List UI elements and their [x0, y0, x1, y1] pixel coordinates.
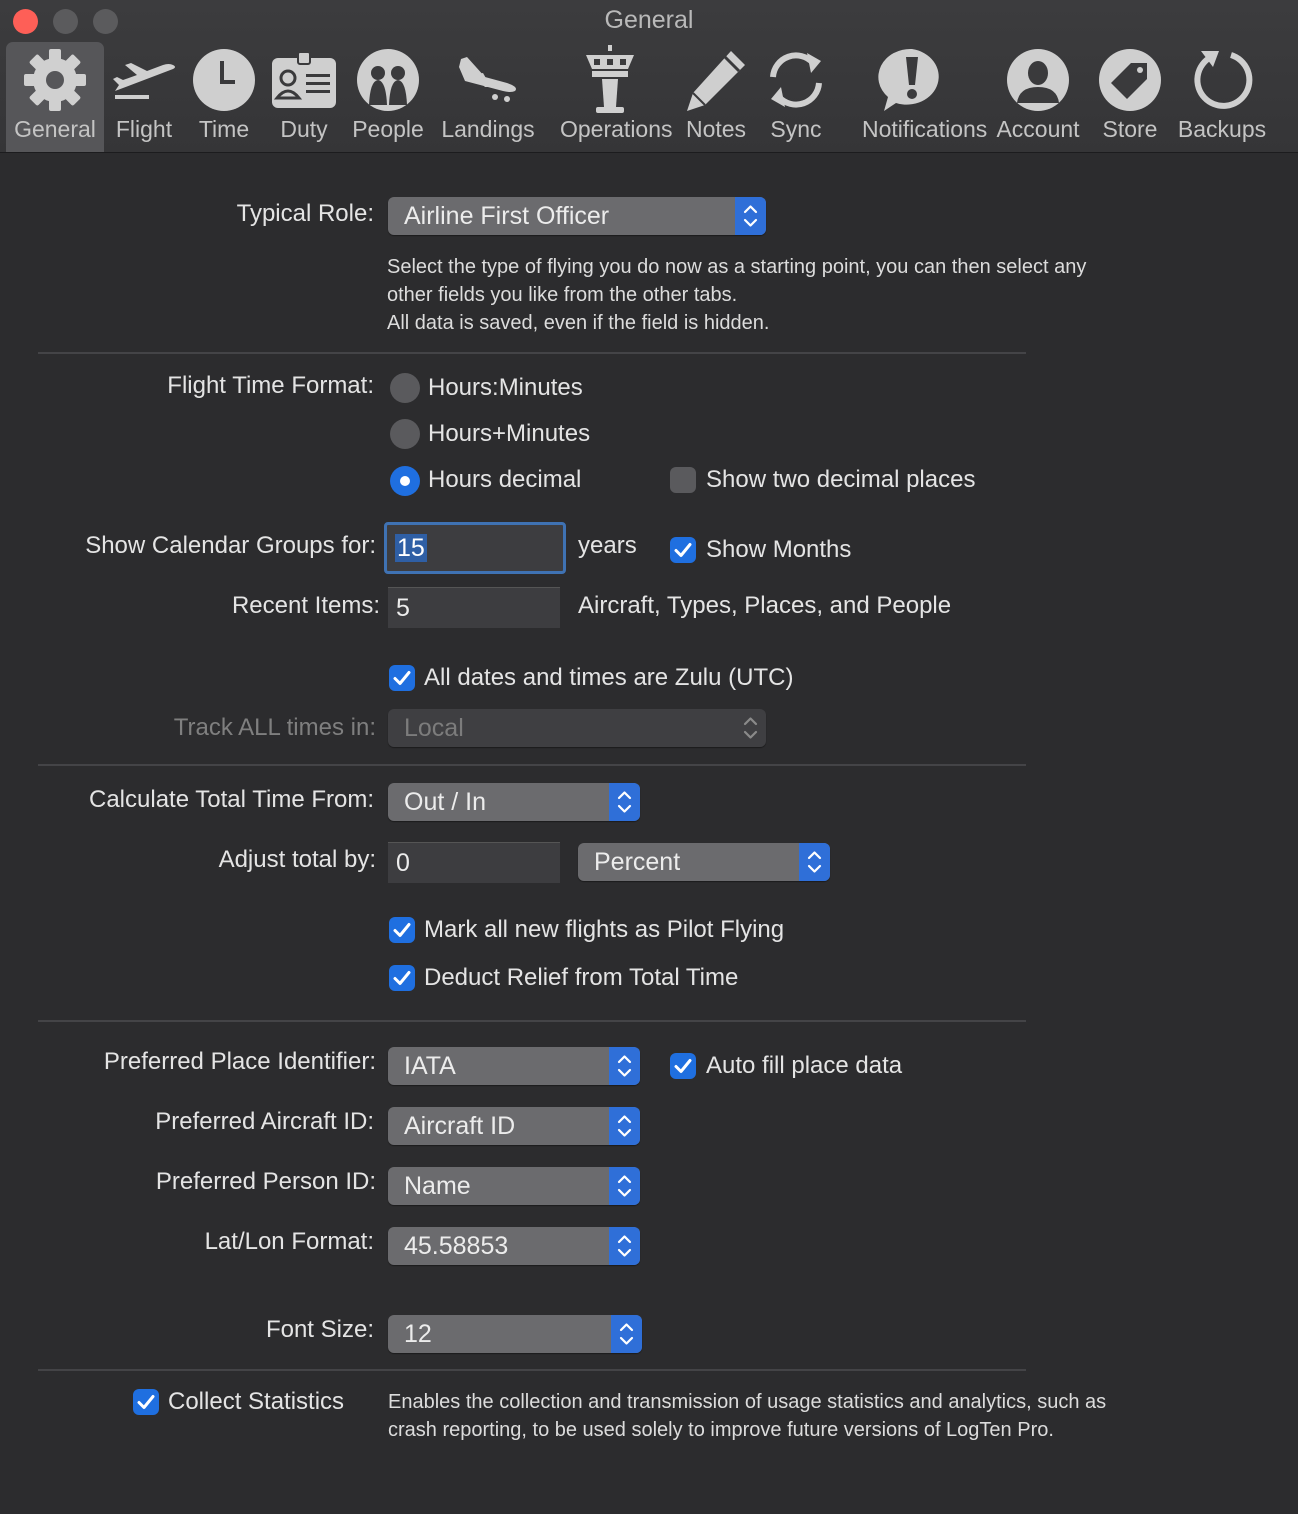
radio-hours-plus-minutes[interactable]: [390, 419, 420, 449]
latlon-format-value: 45.58853: [404, 1232, 509, 1260]
tab-notes[interactable]: [680, 42, 752, 152]
tab-general[interactable]: [6, 42, 104, 152]
pilot-flying-checkbox[interactable]: [389, 917, 415, 943]
tab-label: Account: [996, 116, 1080, 142]
tab-label: Notifications: [862, 116, 988, 142]
place-identifier-popup[interactable]: [388, 1047, 640, 1085]
tab-account[interactable]: [996, 42, 1080, 152]
collect-statistics-label: Collect Statistics: [168, 1388, 345, 1415]
typical-role-label: Typical Role:: [236, 200, 374, 227]
stats-desc-line-1: Enables the collection and transmission of usage statistics and analytics, such as: [388, 1391, 1107, 1413]
checkmark-icon: [670, 1053, 696, 1079]
calendar-years-label: years: [578, 532, 637, 559]
font-size-popup[interactable]: [388, 1315, 642, 1353]
toolbar: [0, 0, 1298, 153]
separator: [38, 352, 1026, 354]
aircraft-id-label: Preferred Aircraft ID:: [155, 1108, 374, 1135]
track-times-label: Track ALL times in:: [173, 714, 376, 741]
person-id-label: Preferred Person ID:: [155, 1168, 376, 1195]
tab-time[interactable]: [188, 42, 260, 152]
adjust-total-field[interactable]: [388, 842, 560, 883]
pencil-icon: [683, 47, 749, 118]
gear-icon: [22, 47, 88, 118]
person-id-popup[interactable]: [388, 1167, 640, 1205]
tab-label: General: [14, 116, 96, 142]
latlon-format-label: Lat/Lon Format:: [204, 1228, 374, 1255]
chevron-updown-icon: [799, 843, 830, 881]
tab-label: Notes: [685, 116, 747, 142]
auto-fill-checkbox[interactable]: [670, 1053, 696, 1079]
help-line-3: All data is saved, even if the field is hidden.: [387, 312, 770, 334]
help-line-1: Select the type of flying you do now as a starting point, you can then select any: [387, 256, 1087, 278]
place-identifier-value: IATA: [404, 1052, 456, 1080]
separator: [38, 1369, 1026, 1371]
tab-sync[interactable]: [760, 42, 832, 152]
chevron-updown-icon: [609, 1107, 640, 1145]
checkmark-icon: [389, 665, 415, 691]
chevron-updown-icon: [609, 783, 640, 821]
sync-icon: [763, 49, 829, 116]
backup-icon: [1189, 47, 1255, 118]
calendar-groups-field[interactable]: [384, 522, 566, 574]
tab-label: Backups: [1177, 116, 1267, 142]
collect-statistics-desc: [388, 1388, 1288, 1444]
show-two-decimal-label: Show two decimal places: [706, 466, 976, 493]
pilot-flying-label: Mark all new flights as Pilot Flying: [424, 916, 785, 943]
place-identifier-label: Preferred Place Identifier:: [103, 1048, 376, 1075]
chevron-updown-icon: [609, 1047, 640, 1085]
adjust-unit-value: Percent: [594, 848, 681, 876]
typical-role-value: Airline First Officer: [404, 202, 610, 230]
tab-store[interactable]: [1094, 42, 1166, 152]
radio-hours-decimal[interactable]: [390, 466, 420, 496]
tab-label: Duty: [280, 116, 328, 142]
auto-fill-label: Auto fill place data: [706, 1052, 903, 1079]
stats-desc-line-2: crash reporting, to be used solely to improve future versions of LogTen Pro.: [388, 1419, 1054, 1441]
tab-label: Time: [198, 116, 250, 142]
clock-icon: [191, 47, 257, 118]
collect-statistics-checkbox[interactable]: [133, 1389, 159, 1415]
airplane-icon: [111, 55, 177, 110]
checkmark-icon: [389, 917, 415, 943]
tab-label: Flight: [115, 116, 173, 142]
tab-notifications[interactable]: [862, 42, 988, 152]
zulu-checkbox[interactable]: [389, 665, 415, 691]
calendar-groups-value: 15: [397, 534, 425, 562]
zulu-label: All dates and times are Zulu (UTC): [424, 664, 794, 691]
exclamation-icon: [878, 47, 946, 118]
total-time-from-value: Out / In: [404, 788, 486, 816]
adjust-total-label: Adjust total by:: [218, 846, 376, 873]
control-tower-icon: [582, 45, 638, 120]
tab-label: Sync: [770, 116, 822, 142]
aircraft-id-value: Aircraft ID: [404, 1112, 516, 1140]
adjust-unit-popup[interactable]: [578, 843, 830, 881]
aircraft-id-popup[interactable]: [388, 1107, 640, 1145]
tab-people[interactable]: [352, 42, 424, 152]
window-title: General: [604, 6, 694, 34]
total-time-from-label: Calculate Total Time From:: [89, 786, 374, 813]
checkmark-icon: [389, 965, 415, 991]
chevron-updown-icon: [609, 1227, 640, 1265]
show-months-checkbox[interactable]: [670, 537, 696, 563]
recent-items-field[interactable]: [388, 587, 560, 628]
font-size-label: Font Size:: [265, 1316, 374, 1343]
checkmark-icon: [133, 1389, 159, 1415]
radio-hours-decimal-label: Hours decimal: [428, 466, 582, 493]
chevron-updown-icon: [735, 197, 766, 235]
separator: [38, 1020, 1026, 1022]
tab-label: People: [352, 116, 424, 142]
people-icon: [355, 47, 421, 118]
track-times-value: Local: [404, 714, 464, 742]
help-line-2: other fields you like from the other tabs.: [387, 284, 738, 306]
flight-time-format-label: Flight Time Format:: [167, 372, 374, 399]
tab-label: Operations: [560, 116, 673, 142]
recent-items-desc: Aircraft, Types, Places, and People: [578, 592, 952, 619]
checkmark-icon: [670, 537, 696, 563]
tab-label: Landings: [441, 116, 535, 142]
tab-backups[interactable]: [1177, 42, 1267, 152]
show-months-label: Show Months: [706, 536, 852, 563]
id-badge-icon: [270, 50, 338, 115]
chevron-updown-icon: [609, 1167, 640, 1205]
person-id-value: Name: [404, 1172, 471, 1200]
track-times-popup[interactable]: [388, 709, 766, 747]
font-size-value: 12: [404, 1320, 432, 1348]
chevron-updown-icon: [735, 709, 766, 747]
show-two-decimal-checkbox[interactable]: [670, 467, 696, 493]
adjust-total-value: 0: [396, 849, 410, 877]
total-time-from-popup[interactable]: [388, 783, 640, 821]
recent-items-label: Recent Items:: [231, 592, 380, 619]
tab-label: Store: [1102, 116, 1158, 142]
typical-role-popup[interactable]: [388, 197, 766, 235]
tab-duty[interactable]: [268, 42, 340, 152]
tab-operations[interactable]: [560, 42, 673, 152]
radio-hours-minutes-label: Hours:Minutes: [428, 374, 583, 401]
latlon-format-popup[interactable]: [388, 1227, 640, 1265]
recent-items-value: 5: [396, 594, 410, 622]
person-icon: [1005, 47, 1071, 118]
calendar-groups-label: Show Calendar Groups for:: [85, 532, 376, 559]
deduct-relief-label: Deduct Relief from Total Time: [424, 964, 739, 991]
radio-hours-minutes[interactable]: [390, 373, 420, 403]
typical-role-help: [387, 253, 1287, 337]
tag-icon: [1097, 47, 1163, 118]
separator: [38, 764, 1026, 766]
chevron-updown-icon: [611, 1315, 642, 1353]
deduct-relief-checkbox[interactable]: [389, 965, 415, 991]
tab-flight[interactable]: [108, 42, 180, 152]
landing-plane-icon: [455, 53, 521, 112]
tab-landings[interactable]: [441, 42, 535, 152]
radio-hours-plus-minutes-label: Hours+Minutes: [428, 420, 591, 447]
